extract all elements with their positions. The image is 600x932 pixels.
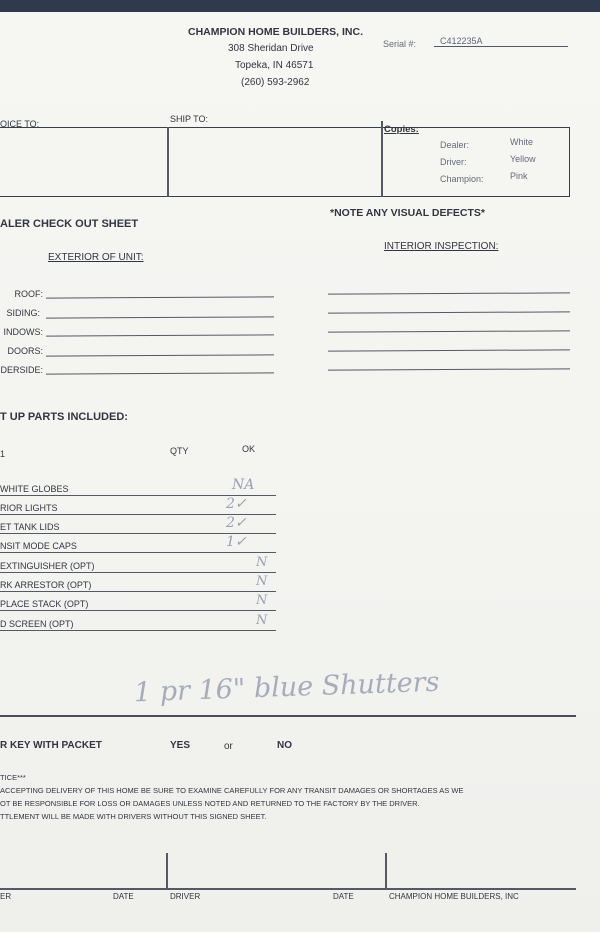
- address-divider-1: [167, 127, 169, 197]
- parts-item-mark: N: [256, 555, 268, 570]
- exterior-item-label: SIDING:: [6, 308, 40, 318]
- parts-col-qty: QTY: [170, 446, 189, 456]
- key-yes-option: YES: [170, 740, 191, 751]
- key-no-option: NO: [277, 740, 292, 751]
- signature-date-label: DATE: [113, 892, 134, 901]
- notice-line: OT BE RESPONSIBLE FOR LOSS OR DAMAGES UNLESS NOTED AND RETURNED TO THE FACTORY BY THE DRIVER.: [0, 799, 420, 808]
- parts-item-mark: 2✓: [226, 496, 247, 512]
- signature-driver-label: DRIVER: [170, 892, 201, 901]
- interior-line: [328, 292, 570, 294]
- parts-col-item: 1: [0, 449, 6, 459]
- section-divider: [0, 715, 576, 717]
- parts-item-name: RIOR LIGHTS: [0, 503, 58, 513]
- parts-item-name: NSIT MODE CAPS: [0, 541, 77, 551]
- address-box: [0, 127, 570, 197]
- parts-row-line: [0, 610, 276, 611]
- interior-title: INTERIOR INSPECTION:: [384, 241, 499, 252]
- parts-item-name: D SCREEN (OPT): [0, 619, 74, 629]
- parts-row-line: [0, 630, 276, 631]
- exterior-item-label: DOORS:: [7, 346, 43, 356]
- address-divider-2: [381, 121, 383, 197]
- company-name: CHAMPION HOME BUILDERS, INC.: [188, 26, 364, 38]
- company-city: Topeka, IN 46571: [235, 60, 314, 71]
- parts-item-mark: 1✓: [226, 534, 247, 550]
- copies-role: Driver:: [440, 157, 467, 167]
- ship-to-label: SHIP TO:: [170, 114, 209, 124]
- copies-label: Copies:: [384, 124, 419, 135]
- signature-divider: [166, 853, 168, 889]
- exterior-line: [46, 354, 274, 356]
- signature-line: [0, 888, 576, 890]
- interior-line: [328, 349, 570, 351]
- signature-company-label: CHAMPION HOME BUILDERS, INC: [389, 892, 519, 901]
- interior-line: [328, 311, 570, 313]
- exterior-item-label: ROOF:: [14, 289, 43, 299]
- copies-color: Pink: [510, 171, 528, 181]
- parts-row-line: [0, 572, 276, 573]
- company-phone: (260) 593-2962: [241, 77, 310, 88]
- copies-color: White: [510, 137, 534, 147]
- parts-item-name: RK ARRESTOR (OPT): [0, 580, 92, 590]
- exterior-line: [46, 372, 274, 374]
- parts-item-mark: 2✓: [226, 515, 247, 531]
- parts-title: T UP PARTS INCLUDED:: [0, 411, 128, 423]
- signature-date-label: DATE: [333, 892, 354, 901]
- exterior-line: [46, 316, 274, 318]
- parts-col-ok: OK: [242, 444, 256, 454]
- copies-role: Champion:: [440, 174, 484, 184]
- notice-line: TTLEMENT WILL BE MADE WITH DRIVERS WITHOUT THIS SIGNED SHEET.: [0, 812, 267, 821]
- copies-role: Dealer:: [440, 140, 470, 150]
- parts-item-mark: N: [256, 593, 268, 608]
- parts-item-name: ET TANK LIDS: [0, 522, 60, 532]
- parts-row-line: [0, 591, 276, 592]
- top-edge-band: [0, 0, 600, 12]
- parts-item-mark: N: [256, 574, 268, 589]
- parts-row-line: [0, 552, 276, 553]
- key-or-text: or: [224, 741, 233, 752]
- checkout-title: ALER CHECK OUT SHEET: [0, 218, 139, 230]
- invoice-to-label: OICE TO:: [0, 119, 40, 129]
- serial-value: C412235A: [440, 36, 483, 46]
- parts-item-name: PLACE STACK (OPT): [0, 599, 89, 609]
- visual-defects-note: *NOTE ANY VISUAL DEFECTS*: [330, 207, 485, 219]
- exterior-line: [46, 296, 274, 298]
- exterior-title: EXTERIOR OF UNIT:: [48, 252, 144, 263]
- notice-heading: TICE***: [0, 773, 26, 782]
- parts-item-mark: NA: [232, 477, 255, 493]
- exterior-item-label: INDOWS:: [3, 327, 43, 337]
- copies-color: Yellow: [510, 154, 536, 164]
- company-street: 308 Sheridan Drive: [228, 43, 314, 54]
- signature-divider: [385, 853, 387, 889]
- parts-item-mark: N: [256, 613, 268, 628]
- key-packet-label: R KEY WITH PACKET: [0, 740, 102, 751]
- parts-item-name: EXTINGUISHER (OPT): [0, 561, 95, 571]
- parts-item-name: WHITE GLOBES: [0, 484, 69, 494]
- interior-line: [328, 330, 570, 332]
- serial-underline: [434, 46, 568, 47]
- notice-line: ACCEPTING DELIVERY OF THIS HOME BE SURE TO EXAMINE CAREFULLY FOR ANY TRANSIT DAMAGES OR SHORTAGES AS WE: [0, 786, 464, 795]
- exterior-line: [46, 334, 274, 336]
- handwritten-shutters-note: 1 pr 16" blue Shutters: [133, 666, 440, 709]
- exterior-item-label: DERSIDE:: [0, 365, 43, 375]
- interior-line: [328, 368, 570, 370]
- signature-dealer-label: ER: [0, 892, 12, 901]
- serial-label: Serial #:: [383, 39, 417, 49]
